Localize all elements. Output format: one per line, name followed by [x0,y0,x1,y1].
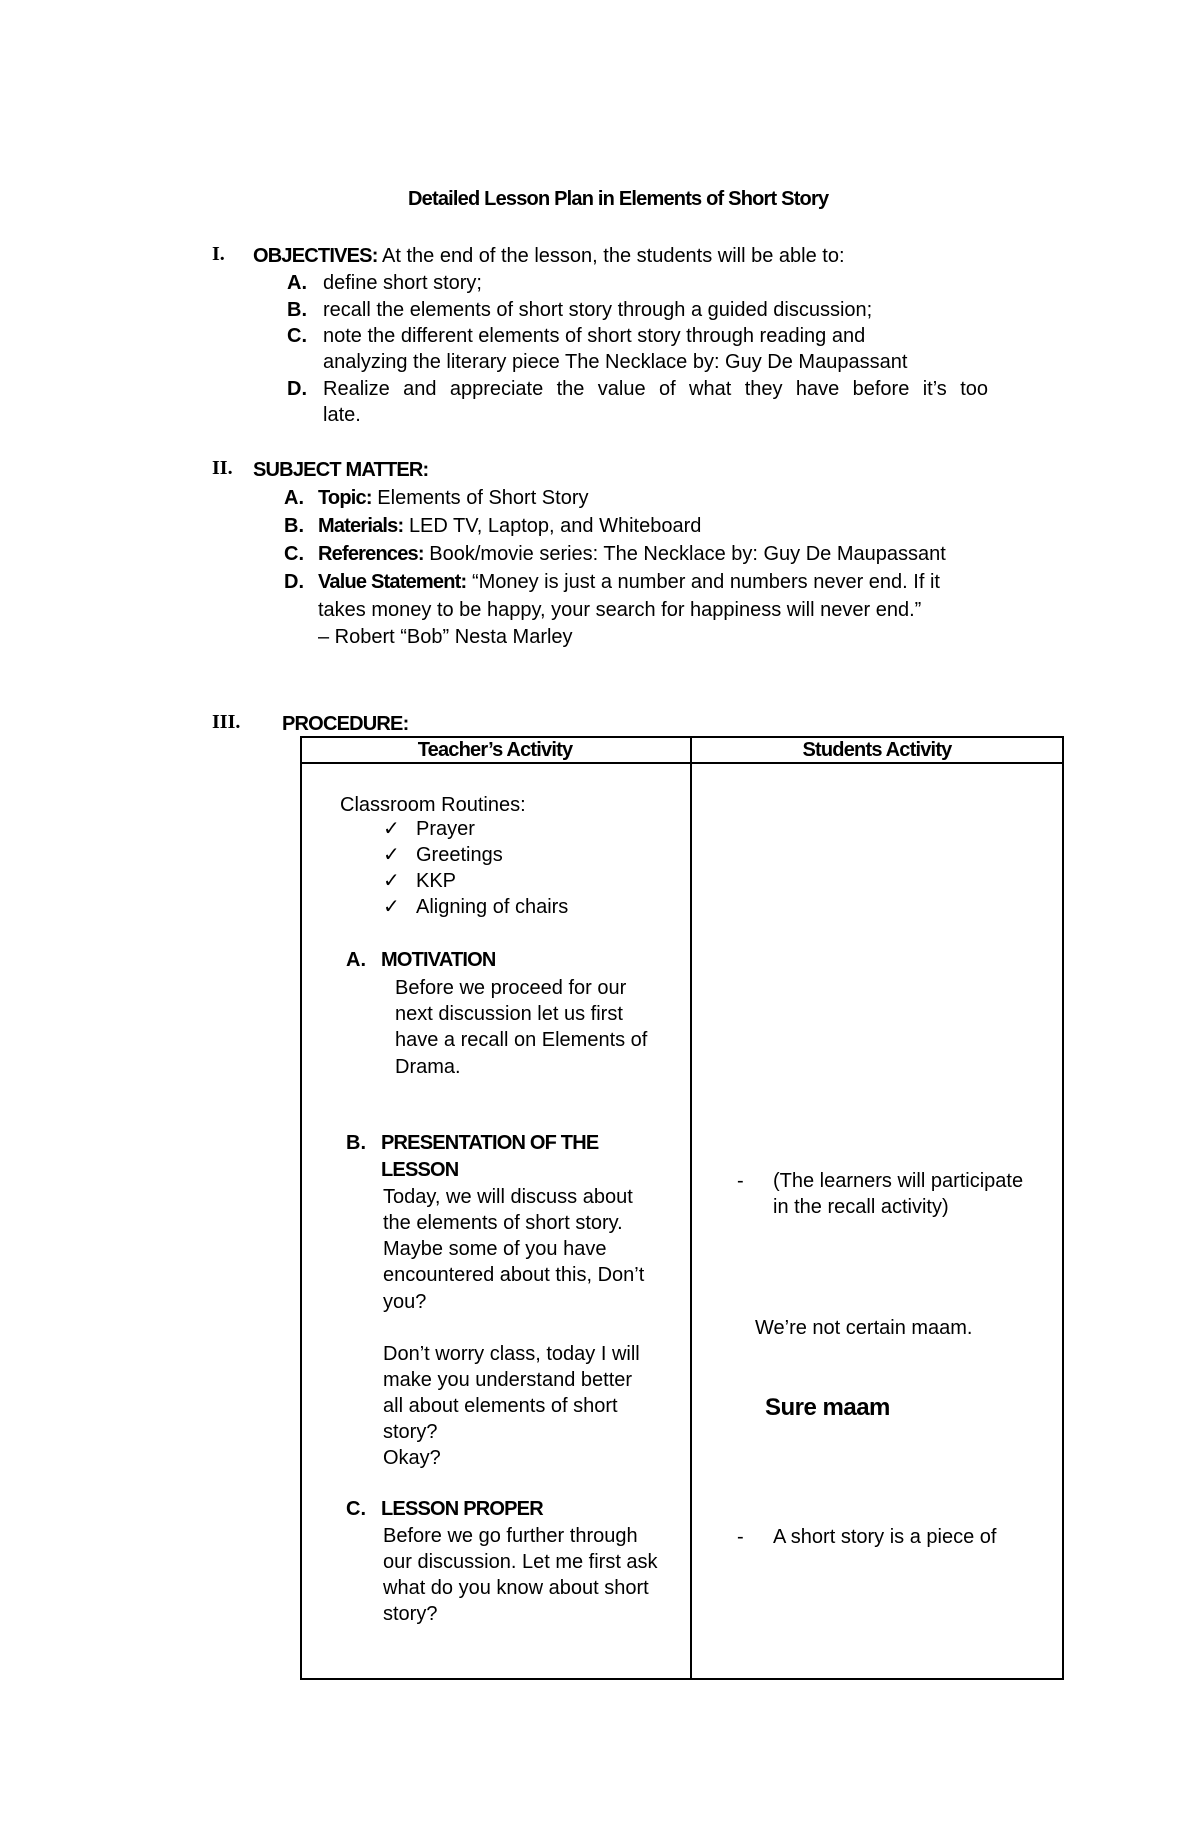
presentation-line-5: you? [383,1291,427,1313]
not-certain-response: We’re not certain maam. [755,1317,973,1339]
section-numeral-objectives: I. [212,243,225,265]
subject-letter-b: B. [284,515,304,537]
subject-letter-d: D. [284,571,304,593]
topic-value: Elements of Short Story [377,487,589,509]
lesson-proper-line-1: Before we go further through [383,1525,638,1547]
objective-d-text-2: late. [323,404,361,426]
subject-letter-c: C. [284,543,304,565]
objective-b-text: recall the elements of short story through a guided discussion; [323,299,873,321]
section-numeral-procedure: III. [212,711,241,733]
routine-aligning-chairs: Aligning of chairs [416,896,569,918]
motivation-line-2: next discussion let us first [395,1003,623,1025]
topic-label: Topic: [318,487,372,509]
sure-response: Sure maam [765,1394,890,1421]
checkmark-icon [383,896,400,918]
objective-d-text-1: Realize and appreciate the value of what they have before it’s too [323,378,988,400]
short-story-answer: A short story is a piece of [773,1526,997,1548]
presentation-line-10: Okay? [383,1447,441,1469]
answer-dash: - [737,1526,744,1548]
lesson-proper-letter: C. [346,1498,366,1520]
lesson-proper-line-4: story? [383,1603,438,1625]
objective-letter-c: C. [287,325,307,347]
routine-item [383,868,400,894]
lesson-proper-heading: LESSON PROPER [381,1498,543,1520]
references-value: Book/movie series: The Necklace by: Guy De Maupassant [429,543,946,565]
objectives-intro: At the end of the lesson, the students will be able to: [382,245,845,267]
recall-line-1: (The learners will participate [773,1170,1024,1192]
classroom-routines-label: Classroom Routines: [340,794,526,816]
subject-matter-heading: SUBJECT MATTER: [253,459,429,481]
presentation-line-3: Maybe some of you have [383,1238,607,1260]
routine-item [383,816,400,842]
checkmark-icon [383,818,400,840]
motivation-line-4: Drama. [395,1056,461,1078]
value-statement-line-2: takes money to be happy, your search for happiness will never end.” [318,599,922,621]
routine-kkp: KKP [416,870,457,892]
recall-dash: - [737,1170,744,1192]
checkmark-icon [383,870,400,892]
presentation-line-1: Today, we will discuss about [383,1186,633,1208]
objectives-heading-line [253,243,845,269]
presentation-heading-2: LESSON [381,1159,459,1181]
subject-a-line [318,485,588,511]
checkmark-icon [383,844,400,866]
objectives-heading: OBJECTIVES: [253,245,378,267]
lesson-proper-line-2: our discussion. Let me first ask [383,1551,658,1573]
motivation-heading: MOTIVATION [381,949,496,971]
routine-greetings: Greetings [416,844,503,866]
lesson-proper-line-3: what do you know about short [383,1577,649,1599]
materials-value: LED TV, Laptop, and Whiteboard [408,515,702,537]
value-statement-label: Value Statement: [318,571,467,593]
materials-label: Materials: [318,515,404,537]
subject-letter-a: A. [284,487,304,509]
presentation-line-6: Don’t worry class, today I will [383,1343,640,1365]
procedure-heading: PROCEDURE: [282,713,409,735]
presentation-letter: B. [346,1132,366,1154]
presentation-heading-1: PRESENTATION OF THE [381,1132,599,1154]
routine-prayer: Prayer [416,818,475,840]
objective-letter-a: A. [287,272,307,294]
routine-item [383,842,400,868]
objective-a-text: define short story; [323,272,482,294]
objective-letter-d: D. [287,378,307,400]
value-statement-author: – Robert “Bob” Nesta Marley [318,626,573,648]
subject-b-line [318,513,701,539]
objective-c-text-1: note the different elements of short story through reading and [323,325,866,347]
students-activity-header: Students Activity [802,739,952,761]
motivation-letter: A. [346,949,366,971]
subject-c-line [318,541,946,567]
motivation-line-1: Before we proceed for our [395,977,627,999]
subject-d-line [318,569,940,595]
presentation-line-7: make you understand better [383,1369,633,1391]
objective-c-text-2: analyzing the literary piece The Necklace by: Guy De Maupassant [323,351,908,373]
routine-item [383,894,400,920]
motivation-line-3: have a recall on Elements of [395,1029,648,1051]
teacher-activity-header: Teacher’s Activity [417,739,573,761]
page-title: Detailed Lesson Plan in Elements of Short Story [408,188,829,210]
recall-line-2: in the recall activity) [773,1196,949,1218]
objective-letter-b: B. [287,299,307,321]
presentation-line-4: encountered about this, Don’t [383,1264,645,1286]
presentation-line-8: all about elements of short [383,1395,618,1417]
table-column-divider [690,736,692,1680]
presentation-line-2: the elements of short story. [383,1212,623,1234]
references-label: References: [318,543,424,565]
section-numeral-subject-matter: II. [212,457,233,479]
value-statement-text: “Money is just a number and numbers never end. If it [471,571,940,593]
presentation-line-9: story? [383,1421,438,1443]
